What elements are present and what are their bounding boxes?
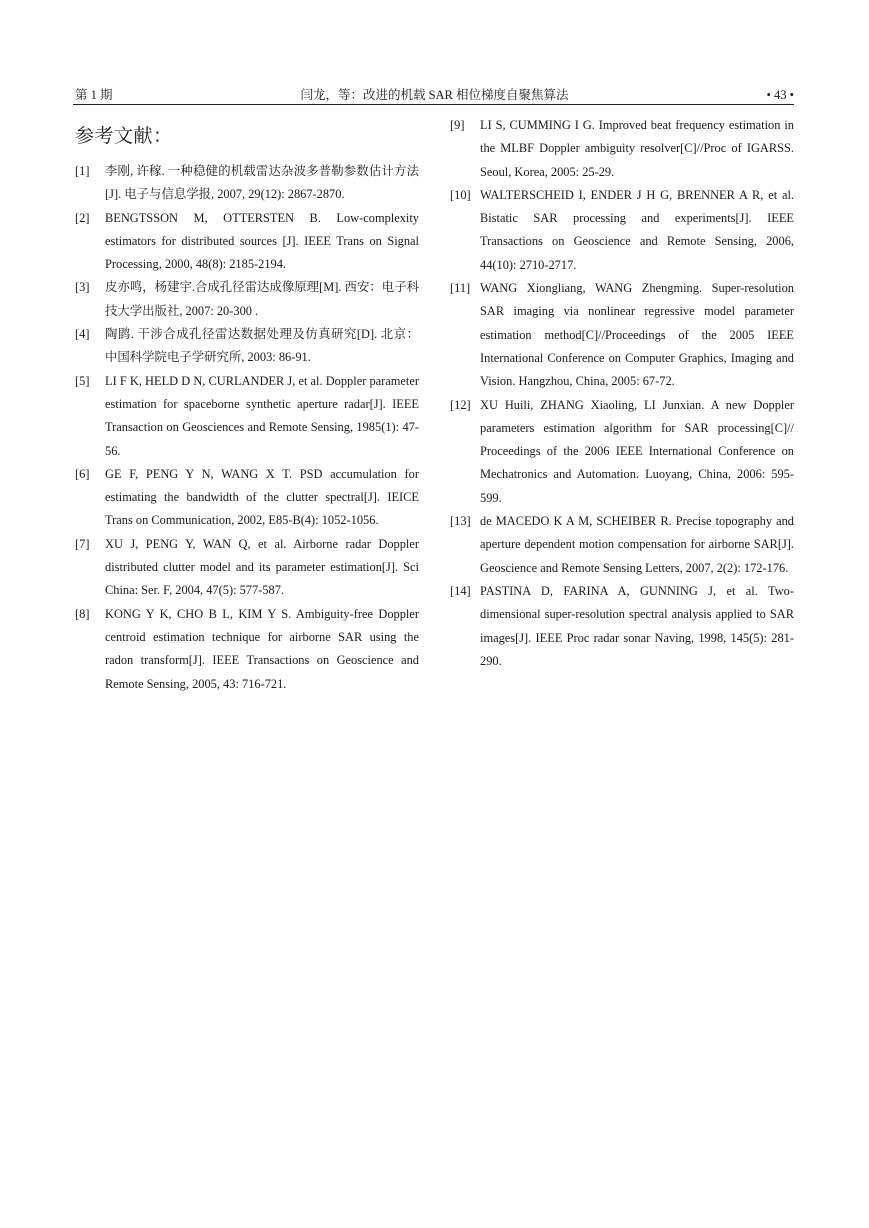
reference-text: KONG Y K, CHO B L, KIM Y S. Ambiguity-free Doppler centroid estimation technique for airborne SAR using the radon transform[J]. IEEE Transactions on Geoscience and Remote Sensing, 2005, 43: 716-721. — [105, 606, 419, 691]
reference-number: [11] — [450, 281, 471, 296]
right-column — [450, 114, 794, 673]
reference-item — [450, 184, 794, 277]
reference-text: XU Huili, ZHANG Xiaoling, LI Junxian. A new Doppler parameters estimation algorithm for SAR processing[C]// Proceedings of the 2006 IEEE International Conference on Mechatronics and Automation. Luoyang, China, 2006: 595-599. — [480, 397, 794, 505]
references-heading: 参考文献： — [75, 125, 173, 147]
header-divider — [73, 104, 794, 105]
reference-text: LI F K, HELD D N, CURLANDER J, et al. Doppler parameter estimation for spaceborne synthetic aperture radar[J]. IEEE Transaction on Geosciences and Remote Sensing, 1985(1): 47-56. — [105, 373, 419, 458]
reference-number: [1] — [75, 164, 90, 178]
reference-item — [75, 323, 419, 370]
reference-item — [450, 114, 794, 184]
reference-number: [14] — [450, 583, 471, 598]
reference-text: de MACEDO K A M, SCHEIBER R. Precise topography and aperture dependent motion compensation for airborne SAR[J]. Geoscience and Remote Sensing Letters, 2007, 2(2): 172-176. — [480, 514, 794, 575]
reference-item — [75, 533, 419, 603]
reference-item — [450, 580, 794, 673]
reference-number: [9] — [450, 118, 465, 132]
reference-item — [75, 370, 419, 463]
reference-text: 皮亦鸣，杨建宇.合成孔径雷达成像原理[M]. 西安：电子科技大学出版社, 2007: 20-300 . — [105, 280, 419, 318]
left-column — [75, 114, 419, 696]
running-title: 闫龙，等：改进的机载 SAR 相位梯度自聚焦算法 — [300, 88, 569, 102]
running-header — [75, 86, 794, 104]
reference-number: [5] — [75, 373, 90, 388]
reference-item — [450, 277, 794, 393]
reference-item — [75, 463, 419, 533]
reference-number: [10] — [450, 187, 471, 202]
reference-text: GE F, PENG Y N, WANG X T. PSD accumulation for estimating the bandwidth of the clutter spectral[J]. IEICE Trans on Communication, 2002, E85-B(4): 1052-1056. — [105, 466, 419, 528]
reference-number: [4] — [75, 327, 90, 342]
reference-text: WANG Xiongliang, WANG Zhengming. Super-resolution SAR imaging via nonlinear regressive model parameter estimation method[C]//Proceedings of the 2005 IEEE International Conference on Computer Graphics, Imaging and Vision. Hangzhou, China, 2005: 67-72. — [480, 281, 794, 389]
reference-number: [7] — [75, 536, 90, 551]
reference-text: LI S, CUMMING I G. Improved beat frequency estimation in the MLBF Doppler ambiguity resolver[C]//Proc of IGARSS. Seoul, Korea, 2005: 25-29. — [480, 118, 794, 179]
reference-number: [8] — [75, 606, 90, 621]
reference-number: [6] — [75, 466, 90, 481]
reference-text: PASTINA D, FARINA A, GUNNING J, et al. Two-dimensional super-resolution spectral analysis applied to SAR images[J]. IEEE Proc radar sonar Naving, 1998, 145(5): 281-290. — [480, 583, 794, 668]
reference-text: BENGTSSON M, OTTERSTEN B. Low-complexity estimators for distributed sources [J]. IEEE Trans on Signal Processing, 2000, 48(8): 2185-2194. — [105, 210, 419, 272]
issue-number: 第 1 期 — [75, 88, 113, 102]
reference-text: WALTERSCHEID I, ENDER J H G, BRENNER A R, et al. Bistatic SAR processing and experiments[J]. IEEE Transactions on Geoscience and Remote Sensing, 2006, 44(10): 2710-2717. — [480, 187, 794, 272]
page-number: • 43 • — [766, 88, 794, 102]
reference-item — [450, 510, 794, 580]
reference-number: [13] — [450, 514, 471, 529]
reference-item — [75, 276, 419, 323]
reference-number: [12] — [450, 397, 471, 412]
reference-text: 陶鹍. 干涉合成孔径雷达数据处理及仿真研究[D]. 北京：中国科学院电子学研究所, 2003: 86-91. — [105, 327, 419, 365]
reference-number: [2] — [75, 210, 90, 225]
reference-text: XU J, PENG Y, WAN Q, et al. Airborne radar Doppler distributed clutter model and its parameter estimation[J]. Sci China: Ser. F, 2004, 47(5): 577-587. — [105, 536, 419, 598]
reference-item — [75, 207, 419, 277]
reference-text: 李刚, 许稼. 一种稳健的机载雷达杂波多普勒参数估计方法[J]. 电子与信息学报, 2007, 29(12): 2867-2870. — [105, 164, 419, 202]
reference-number: [3] — [75, 280, 90, 295]
reference-item — [75, 603, 419, 696]
reference-item — [450, 394, 794, 510]
reference-item — [75, 160, 419, 207]
